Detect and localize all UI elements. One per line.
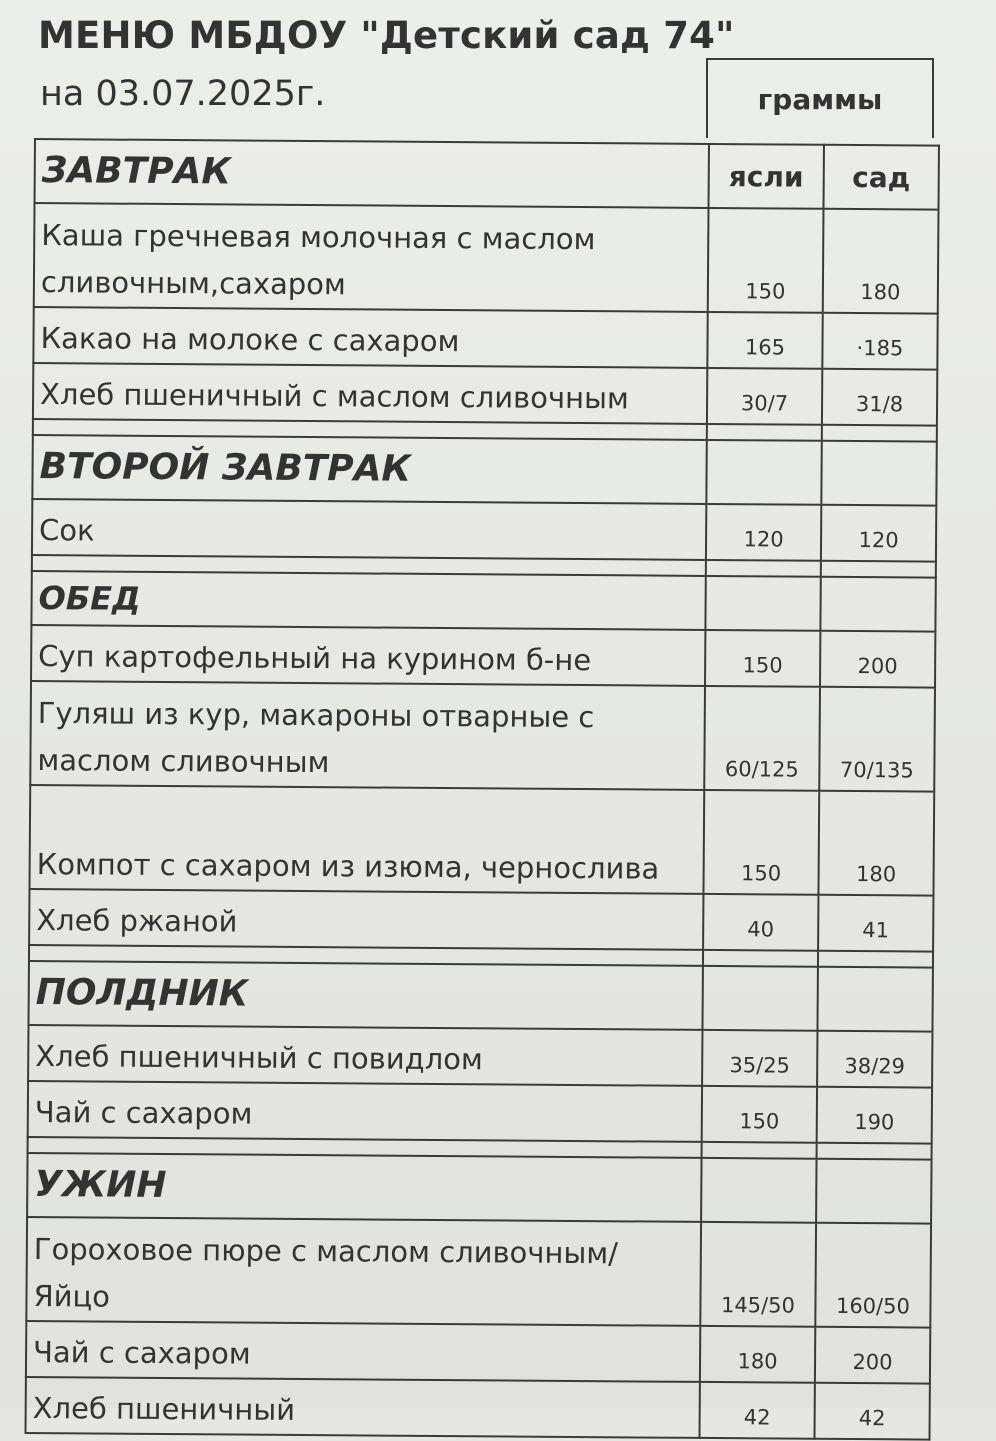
dish-name: Компот с сахаром из изюма, чернослива [29, 785, 704, 894]
dish-name: Хлеб пшеничный с маслом сливочным [33, 363, 707, 424]
dish-name: Хлеб пшеничный с повидлом [28, 1025, 702, 1086]
kindergarten-portion: 190 [817, 1087, 932, 1144]
dish-name: Гороховое пюре с маслом сливочным/ Яйцо [26, 1217, 701, 1326]
kindergarten-portion: 160/50 [815, 1223, 931, 1328]
table-row [26, 1321, 930, 1384]
column-header-kindergarten: сад [824, 145, 939, 210]
kindergarten-portion: 38/29 [817, 1031, 932, 1088]
table-row [33, 307, 937, 370]
table-row [33, 363, 937, 426]
dish-name: Гуляш из кур, макароны отварные с маслом сливочным [30, 681, 705, 790]
kindergarten-portion: 180 [818, 791, 934, 896]
nursery-portion: 150 [702, 1086, 817, 1143]
table-row [29, 785, 934, 896]
menu-table [24, 138, 939, 1441]
kindergarten-portion: 31/8 [822, 369, 937, 426]
table-row [26, 1377, 930, 1440]
nursery-portion: 150 [705, 630, 820, 687]
nursery-portion: 165 [707, 312, 822, 369]
nursery-portion: 42 [699, 1382, 814, 1439]
kindergarten-portion: 42 [814, 1383, 929, 1440]
nursery-portion: 40 [703, 894, 818, 951]
dish-name: Суп картофельный на курином б-не [31, 625, 705, 686]
dish-name: Чай с сахаром [26, 1321, 700, 1382]
table-row [28, 1025, 932, 1088]
section-header-row [27, 1153, 931, 1224]
section-header-row [31, 571, 935, 632]
section-header-row [32, 435, 936, 506]
table-row [29, 889, 933, 952]
menu-date: на 03.07.2025г. [40, 74, 326, 114]
table-row [28, 1081, 932, 1144]
units-header: граммы [706, 58, 934, 138]
nursery-portion: 35/25 [702, 1030, 817, 1087]
dish-name: Хлеб пшеничный [26, 1377, 700, 1438]
section-header-row [35, 139, 939, 210]
column-header-nursery: ясли [709, 144, 824, 209]
kindergarten-portion: ·185 [822, 313, 937, 370]
page-title: МЕНЮ МБДОУ "Детский сад 74" [38, 14, 735, 57]
kindergarten-portion: 200 [820, 631, 935, 688]
table-row [26, 1217, 931, 1328]
nursery-portion: 60/125 [704, 686, 820, 791]
kindergarten-portion: 180 [823, 209, 939, 314]
dish-name: Каша гречневая молочная с маслом сливочным,сахаром [34, 203, 709, 312]
nursery-portion: 180 [700, 1326, 815, 1383]
nursery-portion: 120 [706, 504, 821, 561]
nursery-portion: 30/7 [707, 368, 822, 425]
table-row [31, 625, 935, 688]
kindergarten-portion: 41 [818, 895, 933, 952]
nursery-portion: 150 [703, 790, 819, 895]
section-title-second-breakfast: ВТОРОЙ ЗАВТРАК [32, 435, 706, 504]
dish-name: Чай с сахаром [28, 1081, 702, 1142]
section-title-dinner: УЖИН [27, 1153, 701, 1222]
section-title-breakfast: ЗАВТРАК [35, 139, 709, 208]
kindergarten-portion: 200 [815, 1327, 930, 1384]
section-title-lunch: ОБЕД [31, 571, 705, 630]
kindergarten-portion: 120 [821, 505, 936, 562]
dish-name: Какао на молоке с сахаром [33, 307, 707, 368]
section-header-row [28, 961, 932, 1032]
nursery-portion: 150 [708, 208, 824, 313]
kindergarten-portion: 70/135 [819, 687, 935, 792]
section-title-snack: ПОЛДНИК [28, 961, 702, 1030]
table-row [30, 681, 935, 792]
dish-name: Хлеб ржаной [29, 889, 703, 950]
nursery-portion: 145/50 [700, 1222, 816, 1327]
table-row [34, 203, 939, 314]
table-row [32, 499, 936, 562]
dish-name: Сок [32, 499, 706, 560]
